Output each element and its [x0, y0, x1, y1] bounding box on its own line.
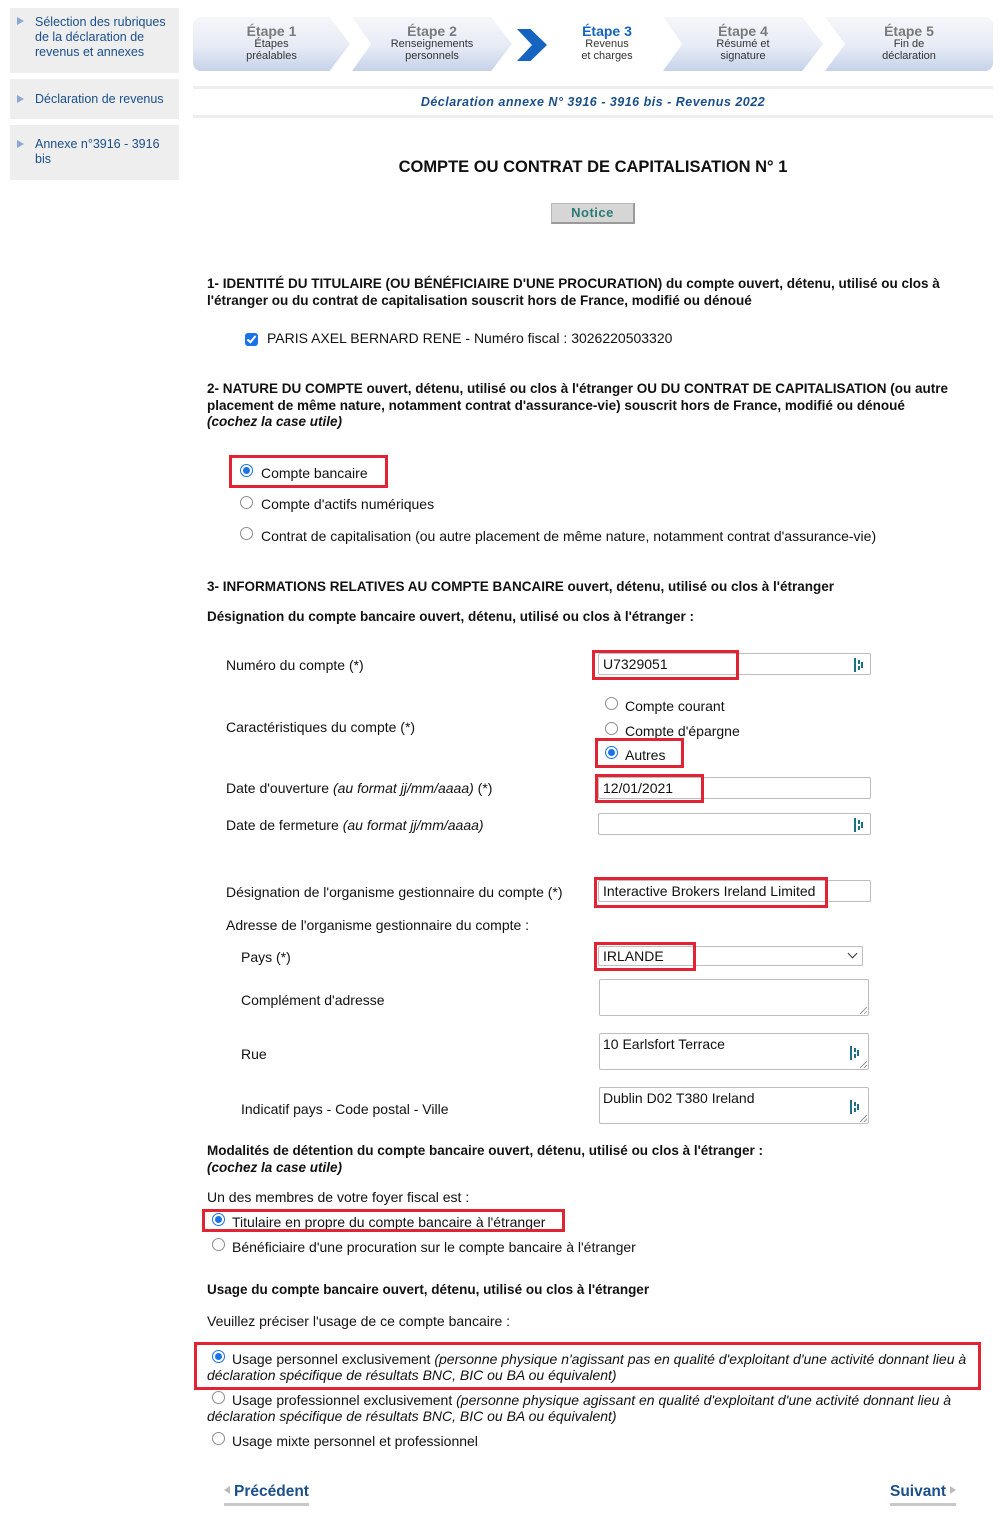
- step-label: Résumé et: [716, 38, 770, 50]
- keypad-icon[interactable]: [854, 818, 864, 832]
- textarea-value: Dublin D02 T380 Ireland: [603, 1090, 755, 1106]
- step-number: Étape 3: [582, 23, 632, 39]
- city-label: Indicatif pays - Code postal - Ville: [241, 1101, 449, 1117]
- heading-text: du compte ouvert, détenu, utilisé ou clos à l'étranger ou du contrat de capitalisation souscrit hors de France, modifié ou dénoué: [207, 276, 940, 308]
- nav-label: Suivant: [890, 1483, 946, 1500]
- label-text: Date de fermeture: [226, 817, 343, 833]
- hint-text: (cochez la case utile): [207, 414, 343, 429]
- triangle-right-icon: [17, 140, 24, 148]
- triangle-left-icon: [224, 1486, 230, 1494]
- next-button[interactable]: [890, 1483, 956, 1506]
- option-label: [207, 1392, 977, 1424]
- step-label: et charges: [581, 49, 633, 62]
- account-number-label: Numéro du compte (*): [226, 657, 364, 673]
- hint-text: (cochez la case utile): [207, 1159, 343, 1175]
- step-number: Étape 1: [246, 23, 297, 39]
- sidebar-item-declaration-revenus[interactable]: [10, 79, 179, 119]
- option-label: Bénéficiaire d'une procuration sur le compte bancaire à l'étranger: [232, 1239, 636, 1255]
- sidebar-item-label: Déclaration de revenus: [35, 92, 164, 106]
- radio-compte-actifs-numeriques[interactable]: [240, 496, 253, 509]
- heading-text: Modalités de détention du compte bancaire ouvert, détenu, utilisé ou clos à l'étranger :: [207, 1143, 764, 1158]
- triangle-right-icon: [17, 17, 24, 25]
- heading-text: OU DU CONTRAT DE CAPITALISATION: [636, 381, 887, 396]
- input-value: U7329051: [603, 656, 668, 672]
- step-number: Étape 2: [407, 23, 457, 39]
- keypad-icon[interactable]: [850, 1046, 860, 1060]
- country-label: Pays (*): [241, 949, 291, 965]
- input-value: Interactive Brokers Ireland Limited: [603, 883, 816, 899]
- page-title: COMPTE OU CONTRAT DE CAPITALISATION N° 1: [398, 158, 788, 176]
- holding-heading: [207, 1143, 987, 1176]
- keypad-icon[interactable]: [854, 658, 864, 672]
- characteristics-label: Caractéristiques du compte (*): [226, 719, 416, 735]
- section-3-heading: [207, 579, 987, 596]
- holder-label: PARIS AXEL BERNARD RENE - Numéro fiscal : 3026220503320: [267, 330, 673, 346]
- triangle-right-icon: [950, 1486, 956, 1494]
- option-label: [207, 1351, 977, 1383]
- city-textarea[interactable]: [599, 1087, 869, 1124]
- step-label: préalables: [246, 49, 297, 62]
- heading-text: (ou autre placement de même nature, notamment contrat d'assurance-vie) souscrit hors de France, modifié ou dénoué: [207, 381, 949, 413]
- step-progress: [193, 17, 993, 71]
- open-date-input[interactable]: [598, 777, 871, 799]
- sidebar-item-label: Sélection des rubriques de la déclaration de revenus et annexes: [35, 15, 166, 59]
- resize-grip-icon[interactable]: [860, 1061, 867, 1068]
- resize-grip-icon[interactable]: [860, 1115, 867, 1122]
- radio-compte-courant[interactable]: [605, 697, 618, 710]
- sidebar-item-label: Annexe n°3916 - 3916 bis: [35, 137, 160, 166]
- step-label: Fin de: [893, 38, 925, 50]
- address-complement-textarea[interactable]: [599, 979, 869, 1016]
- radio-autres[interactable]: [605, 746, 618, 759]
- address-heading: Adresse de l'organisme gestionnaire du compte :: [226, 917, 530, 933]
- option-label: Compte d'épargne: [625, 723, 740, 739]
- option-label: Compte d'actifs numériques: [261, 496, 435, 512]
- sidebar: [10, 8, 179, 186]
- select-value: IRLANDE: [603, 948, 664, 964]
- detail-text: (personne physique n'agissant pas en qualité d'exploitant d'une activité donnant lieu à déclaration spécifique de résultats BNC, BIC ou BA ou équivalent): [207, 1351, 967, 1383]
- street-textarea[interactable]: [599, 1033, 869, 1070]
- input-value: 12/01/2021: [603, 780, 674, 796]
- holder-checkbox[interactable]: [245, 333, 258, 346]
- address-complement-label: Complément d'adresse: [241, 992, 385, 1008]
- sidebar-item-annexe-3916[interactable]: [10, 125, 179, 180]
- option-label: Compte courant: [625, 698, 725, 714]
- street-label: Rue: [241, 1046, 267, 1062]
- format-hint: (au format jj/mm/aaaa): [332, 780, 474, 796]
- option-label: Contrat de capitalisation (ou autre placement de même nature, notamment contrat d'assurance-vie): [261, 528, 877, 544]
- designation-heading: Désignation du compte bancaire ouvert, détenu, utilisé ou clos à l'étranger :: [207, 609, 695, 624]
- manager-name-input[interactable]: [598, 880, 871, 902]
- option-label: Compte bancaire: [261, 465, 368, 481]
- notice-button[interactable]: Notice: [551, 203, 635, 224]
- chevron-down-icon: [848, 949, 858, 959]
- resize-grip-icon[interactable]: [860, 1007, 867, 1014]
- step-label: personnels: [405, 49, 459, 62]
- section-1-heading: [207, 276, 987, 309]
- step-2: [352, 17, 512, 71]
- step-number: Étape 5: [884, 23, 934, 39]
- option-label: Autres: [625, 747, 666, 763]
- option-label: Titulaire en propre du compte bancaire à l'étranger: [232, 1214, 546, 1230]
- option-label: Usage mixte personnel et professionnel: [232, 1433, 478, 1449]
- previous-button[interactable]: [224, 1483, 309, 1506]
- annex-title-bar: Déclaration annexe N° 3916 - 3916 bis - Revenus 2022: [193, 86, 993, 118]
- required-marker: (*): [473, 780, 493, 796]
- close-date-label: [226, 817, 484, 833]
- heading-text: ouvert, détenu, utilisé ou clos à l'étranger: [563, 579, 835, 594]
- close-date-input[interactable]: [598, 813, 871, 835]
- country-select[interactable]: [598, 946, 863, 966]
- step-label: signature: [720, 49, 766, 62]
- radio-titulaire-en-propre[interactable]: [212, 1213, 225, 1226]
- holding-intro: Un des membres de votre foyer fiscal est :: [207, 1189, 470, 1205]
- step-label: Revenus: [585, 38, 629, 50]
- format-hint: (au format jj/mm/aaaa): [342, 817, 484, 833]
- sidebar-item-selection-rubriques[interactable]: [10, 8, 179, 73]
- heading-text: ouvert, détenu, utilisé ou clos à l'étranger: [362, 381, 637, 396]
- usage-heading: Usage du compte bancaire ouvert, détenu, utilisé ou clos à l'étranger: [207, 1282, 650, 1297]
- textarea-value: 10 Earlsfort Terrace: [603, 1036, 725, 1052]
- open-date-label: [226, 780, 492, 796]
- nav-label: Précédent: [234, 1483, 309, 1500]
- manager-name-label: Désignation de l'organisme gestionnaire du compte (*): [226, 884, 563, 900]
- label-text: Usage personnel exclusivement: [232, 1351, 435, 1367]
- detail-text: (personne physique agissant en qualité d'exploitant d'une activité donnant lieu à déclaration spécifique de résultats BNC, BIC ou BA ou équivalent): [207, 1392, 952, 1424]
- radio-compte-bancaire[interactable]: [240, 464, 253, 477]
- section-2-heading: [207, 381, 987, 431]
- account-number-input[interactable]: [598, 653, 871, 675]
- step-5: [825, 17, 993, 71]
- radio-contrat-capitalisation[interactable]: [240, 527, 253, 540]
- triangle-right-icon: [17, 95, 24, 103]
- step-label: déclaration: [882, 49, 936, 62]
- radio-compte-epargne[interactable]: [605, 722, 618, 735]
- usage-intro: Veuillez préciser l'usage de ce compte bancaire :: [207, 1313, 511, 1329]
- label-text: Date d'ouverture: [226, 780, 333, 796]
- step-label: Renseignements: [390, 38, 474, 50]
- keypad-icon[interactable]: [850, 1100, 860, 1114]
- heading-text: 2- NATURE DU COMPTE: [207, 381, 363, 396]
- radio-beneficiaire-procuration[interactable]: [212, 1238, 225, 1251]
- radio-usage-mixte[interactable]: [212, 1432, 225, 1445]
- heading-text: 3- INFORMATIONS RELATIVES AU COMPTE BANCAIRE: [207, 579, 564, 594]
- heading-text: 1- IDENTITÉ DU TITULAIRE (OU BÉNÉFICIAIRE D'UNE PROCURATION): [207, 276, 663, 291]
- label-text: Usage professionnel exclusivement: [232, 1392, 457, 1408]
- step-label: Étapes: [254, 38, 289, 50]
- step-number: Étape 4: [718, 23, 768, 39]
- step-4: [663, 17, 823, 71]
- step-1: [193, 17, 350, 71]
- step-3-current: [513, 17, 663, 71]
